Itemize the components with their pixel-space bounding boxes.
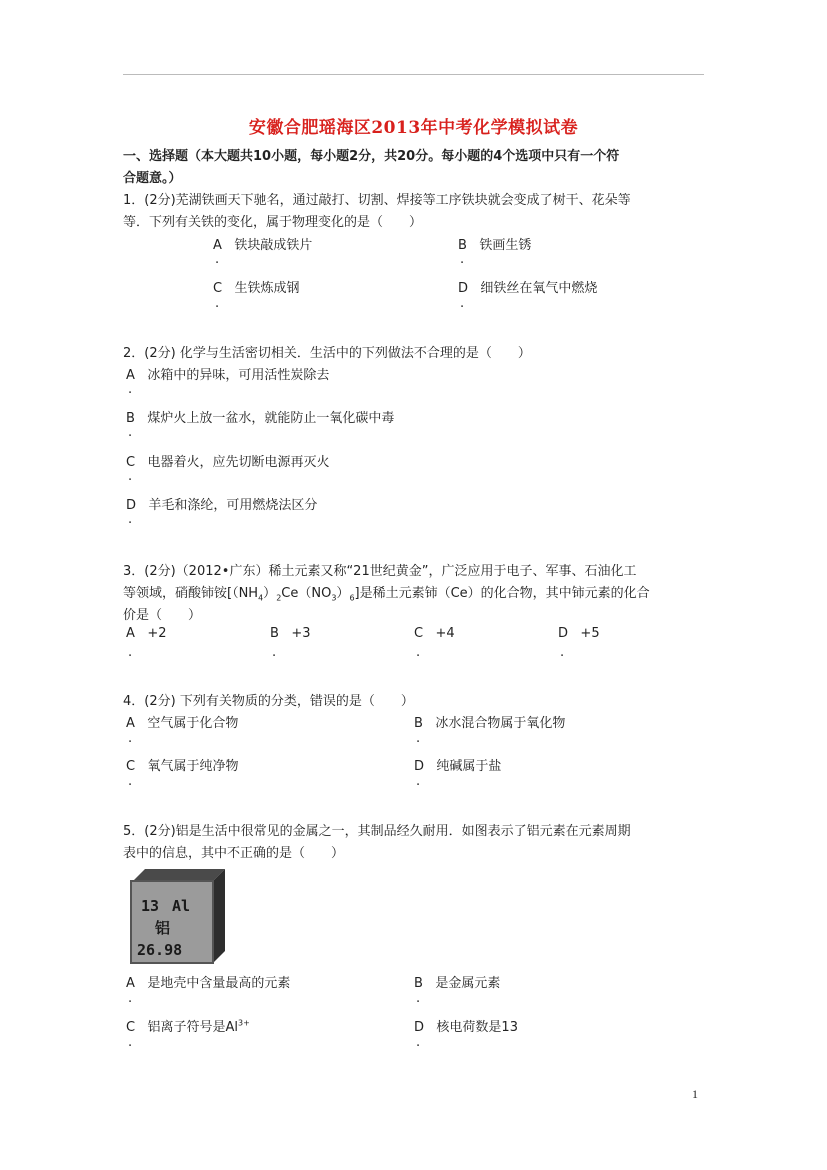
option-letter: A [126, 368, 135, 383]
q1-stem-line-1: 1．(2分)芜湖铁画天下驰名，通过敲打、切割、焊接等工序铁块就会变成了树干、花朵等 [123, 193, 631, 208]
card-side-face [213, 869, 225, 963]
option-letter: D [458, 281, 469, 296]
option-letter: C [213, 281, 223, 296]
element-card-graphic [127, 867, 225, 965]
q1-option-d[interactable] [458, 277, 597, 296]
option-dot: . [128, 774, 133, 789]
q3-option-a[interactable] [126, 626, 166, 641]
option-dot: . [460, 252, 465, 267]
option-dot: . [416, 774, 421, 789]
option-letter: A [126, 626, 135, 641]
q4-option-b[interactable] [414, 712, 565, 731]
option-letter: D [126, 498, 137, 513]
option-letter: D [414, 1020, 425, 1035]
card-top-face [133, 869, 225, 881]
option-letter: A [126, 976, 135, 991]
option-dot: . [128, 382, 133, 397]
option-letter: B [414, 716, 423, 731]
option-text: 氧气属于纯净物 [147, 759, 239, 774]
element-mass: 26.98 [137, 941, 183, 959]
option-text: 铝离子符号是Al [147, 1020, 238, 1035]
q1-option-c[interactable] [213, 277, 300, 296]
option-text: 是地壳中含量最高的元素 [147, 976, 291, 991]
q5-option-d[interactable] [414, 1016, 518, 1035]
header-rule [123, 74, 704, 75]
option-dot: . [215, 252, 220, 267]
option-dot: . [128, 512, 133, 527]
option-text: 煤炉火上放一盆水，就能防止一氧化碳中毒 [147, 411, 395, 426]
option-dot: . [128, 645, 133, 660]
option-letter: B [270, 626, 279, 641]
option-letter: C [126, 455, 136, 470]
q4-option-a[interactable] [126, 712, 238, 731]
option-dot: . [416, 645, 421, 660]
option-letter: D [558, 626, 569, 641]
q5-option-b[interactable] [414, 972, 500, 991]
q5-option-a[interactable] [126, 972, 290, 991]
q2-option-b[interactable] [126, 407, 394, 426]
option-text: 纯碱属于盐 [436, 759, 502, 774]
element-card-image [127, 867, 225, 965]
option-dot: . [128, 991, 133, 1006]
q5-stem-line-1: 5．(2分)铝是生活中很常见的金属之一，其制品经久耐用．如图表示了铝元素在元素周期 [123, 824, 631, 839]
q4-option-d[interactable] [414, 755, 501, 774]
option-dot: . [560, 645, 565, 660]
option-text: +5 [580, 626, 600, 641]
q5-option-c[interactable] [126, 1016, 250, 1035]
q2-option-a[interactable] [126, 364, 329, 383]
option-text: 羊毛和涤纶，可用燃烧法区分 [148, 498, 318, 513]
option-text: 细铁丝在氧气中燃烧 [480, 281, 598, 296]
q3-stem-line-2: 等领域，硝酸铈铵$[(NH_4)_2Ce(NO_3)_6]$是稀土元素铈（Ce）的化合物，其中铈元素的化合 [123, 586, 650, 603]
option-text: +4 [435, 626, 455, 641]
q3-stem-line-1: 3．(2分)（2012•广东）稀土元素又称“21世纪黄金”，广泛应用于电子、军事、石油化工 [123, 564, 637, 579]
option-letter: B [126, 411, 135, 426]
q3-option-d[interactable] [558, 626, 600, 641]
q4-option-c[interactable] [126, 755, 239, 774]
option-text: 冰水混合物属于氧化物 [435, 716, 566, 731]
ion-charge: 3+ [238, 1018, 250, 1028]
section-line-1: 一、选择题（本大题共10小题，每小题2分，共20分。每小题的4个选项中只有一个符 [123, 149, 620, 164]
element-name: 铝 [155, 919, 171, 937]
q2-stem: 2．(2分) 化学与生活密切相关．生活中的下列做法不合理的是（ ） [123, 346, 531, 361]
option-letter: B [458, 238, 467, 253]
option-dot: . [128, 469, 133, 484]
option-dot: . [215, 296, 220, 311]
option-letter: C [414, 626, 424, 641]
option-letter: D [414, 759, 425, 774]
option-text: 核电荷数是13 [436, 1020, 518, 1035]
option-text: 冰箱中的异味，可用活性炭除去 [147, 368, 330, 383]
q3-option-c[interactable] [414, 626, 455, 641]
q2-option-d[interactable] [126, 494, 317, 513]
section-line-2: 合题意。） [123, 171, 182, 186]
option-letter: A [213, 238, 222, 253]
option-text: 电器着火，应先切断电源再灭火 [147, 455, 330, 470]
element-number: 13 [141, 897, 160, 915]
q1-option-a[interactable] [213, 234, 312, 253]
option-text: 铁画生锈 [479, 238, 532, 253]
option-dot: . [416, 1035, 421, 1050]
option-text: +2 [147, 626, 167, 641]
option-dot: . [128, 731, 133, 746]
option-text: 空气属于化合物 [147, 716, 239, 731]
q5-stem-line-2: 表中的信息，其中不正确的是（ ） [123, 846, 345, 861]
option-text: 生铁炼成钢 [234, 281, 300, 296]
option-dot: . [416, 731, 421, 746]
page-number: 1 [692, 1087, 698, 1101]
option-letter: B [414, 976, 423, 991]
q1-option-b[interactable] [458, 234, 531, 253]
option-text: +3 [291, 626, 311, 641]
option-letter: C [126, 1020, 136, 1035]
option-text: 铁块敲成铁片 [234, 238, 313, 253]
option-dot: . [128, 425, 133, 440]
q2-option-c[interactable] [126, 451, 330, 470]
option-letter: C [126, 759, 136, 774]
q3-option-b[interactable] [270, 626, 311, 641]
option-letter: A [126, 716, 135, 731]
q4-stem: 4．(2分) 下列有关物质的分类，错误的是（ ） [123, 694, 414, 709]
option-dot: . [416, 991, 421, 1006]
option-dot: . [272, 645, 277, 660]
option-dot: . [128, 1035, 133, 1050]
option-dot: . [460, 296, 465, 311]
q3-stem-line-3: 价是（ ） [123, 608, 202, 623]
exam-title: 安徽合肥瑶海区2013年中考化学模拟试卷 [248, 118, 579, 138]
element-symbol: Al [172, 897, 191, 915]
q1-stem-line-2: 等．下列有关铁的变化，属于物理变化的是（ ） [123, 215, 423, 230]
option-text: 是金属元素 [435, 976, 501, 991]
